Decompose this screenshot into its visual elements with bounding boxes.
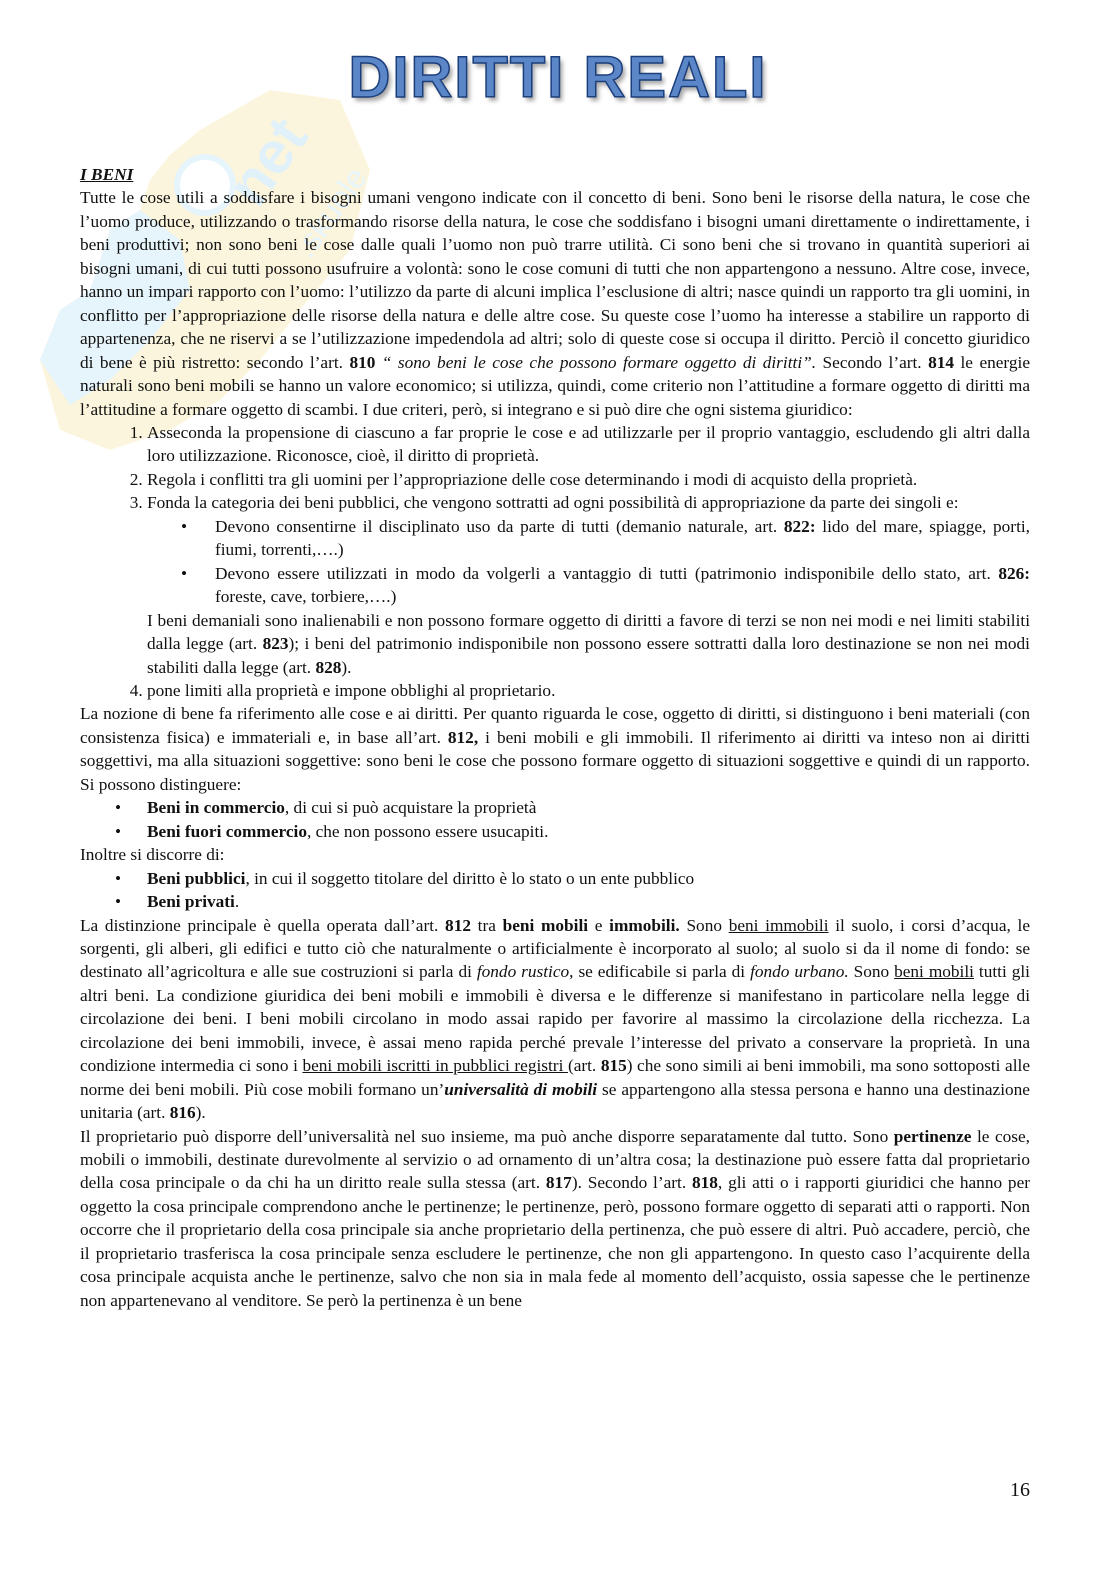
section-heading: I BENI: [80, 165, 134, 184]
list-item: 3. Fonda la categoria dei beni pubblici, che vengono sottratti ad ogni possibilità di appropriazione da parte dei singoli e: • Devono consentirne il disciplinato uso da parte di tutti (demanio naturale, art. 822: lido del mare, spiagge, porti, fiumi, torrenti,….) • Devono essere utilizzati in modo da volgerli a vantaggio di tutti (patrimonio indisponibile dello stato, art. 826: foreste, cave, torbiere,….) I beni demaniali sono inalienabili e non possono formare oggetto di diritti a favore di terzi se non nei modi e nei limiti stabiliti dalla legge (art. 823); i beni del patrimonio indisponibile non possono essere sottratti dalla loro destinazione se non nei modi stabiliti dalla legge (art. 828).: [147, 491, 1030, 679]
bullet-item: • Beni fuori commercio, che non possono essere usucapiti.: [147, 820, 1030, 843]
page-number: 16: [1010, 1479, 1030, 1501]
numbered-list: [80, 421, 1030, 702]
bullet-item: • Beni privati.: [147, 890, 1030, 913]
paragraph-3: Inoltre si discorre di:: [80, 845, 225, 865]
list-note: I beni demaniali sono inalienabili e non possono formare oggetto di diritti a favore di terzi se non nei modi e nei limiti stabiliti dalla legge (art. 823); i beni del patrimonio indisponibile non possono essere sottratti dalla loro destinazione se non nei modi stabiliti dalla legge (art. 828).: [147, 610, 1030, 677]
sub-list: [147, 515, 1030, 609]
document-body: [80, 163, 1030, 1312]
sub-list-item: • Devono essere utilizzati in modo da volgerli a vantaggio di tutti (patrimonio indisponibile dello stato, art. 826: foreste, cave, torbiere,….): [215, 562, 1030, 609]
bullet-list-1: [80, 796, 1030, 843]
paragraph-5: Il proprietario può disporre dell’universalità nel suo insieme, ma può anche disporre separatamente dal tutto. Sono pertinenze le cose, mobili o immobili, destinate durevolmente al servizio o ad ornamento di un’altra cosa; la destinazione può essere fatta dal proprietario della cosa principale o da chi ha un diritto reale sulla stessa (art. 817). Secondo l’art. 818, gli atti o i rapporti giuridici che hanno per oggetto la cosa principale comprendono anche le pertinenze; le pertinenze, però, possono formare oggetto di separati atti o rapporti. Non occorre che il proprietario della cosa principale sia anche proprietario della pertinenza, che può essere di altri. Può accadere, perciò, che il proprietario trasferisca la cosa principale senza escludere le pertinenze, che non gli appartengono. In questo caso l’acquirente della cosa principale acquista anche le pertinenze, salvo che non sia in mala fede al momento dell’acquisto, ossia sapesse che le pertinenze non appartenevano al venditore. Se però la pertinenza è un bene: [80, 1126, 1031, 1310]
list-item: 4. pone limiti alla proprietà e impone obblighi al proprietario.: [147, 679, 1030, 702]
list-item: 1. Asseconda la propensione di ciascuno a far proprie le cose e ad utilizzarle per il proprio vantaggio, escludendo gli altri dalla loro utilizzazione. Riconosce, cioè, il diritto di proprietà.: [147, 421, 1030, 468]
bullet-list-2: [80, 867, 1030, 914]
paragraph-1: Tutte le cose utili a soddisfare i bisogni umani vengono indicate con il concetto di beni. Sono beni le risorse della natura, le cose che l’uomo produce, utilizzando o trasformando risorse della natura, le cose che soddisfano i bisogni umani direttamente o indirettamente, i beni produttivi; non sono beni le cose dalle quali l’uomo non può trarre utilità. Ci sono beni che si trovano in quantità superiori ai bisogni umani, di cui tutti possono usufruire a volontà: sono le cose comuni di tutti che non appartengono a nessuno. Altre cose, invece, hanno un impari rapporto con l’uomo: l’utilizzo da parte di alcuni implica l’esclusione di altri; nasce quindi un rapporto tra gli uomini, in conflitto per l’appropriazione delle risorse della natura e delle altre cose. Su queste cose l’uomo ha interesse a stabilire un rapporto di appartenenza, che ne riservi a se l’utilizzazione impedendola ad altri; solo di queste cose si occupa il diritto. Perciò il concetto giuridico di bene è più ristretto: secondo l’art. 810 “ sono beni le cose che possono formare oggetto di diritti”. Secondo l’art. 814 le energie naturali sono beni mobili se hanno un valore economico; si utilizza, quindi, come criterio non l’attitudine a formare oggetto di diritti ma l’attitudine a formare oggetto di scambi. I due criteri, però, si integrano e si può dire che ogni sistema giuridico:: [80, 188, 1030, 419]
paragraph-4: La distinzione principale è quella operata dall’art. 812 tra beni mobili e immobili. Sono beni immobili il suolo, i corsi d’acqua, le sorgenti, gli alberi, gli edifici e tutto ciò che naturalmente o artificialmente è incorporato al suolo; al suolo si da il nome di fondo: se destinato all’agricoltura e alle sue costruzioni si parla di fondo rustico, se edificabile si parla di fondo urbano. Sono beni mobili tutti gli altri beni. La condizione giuridica dei beni mobili e immobili è diversa e le differenze si manifestano in particolare nella legge di circolazione dei beni. I beni mobili circolano in modo assai rapido per favorire al massimo la circolazione della ricchezza. La circolazione dei beni immobili, invece, è assai meno rapida perché prevale l’interesse del privato a conservare la proprietà. In una condizione intermedia ci sono i beni mobili iscritti in pubblici registri (art. 815) che sono simili ai beni immobili, ma sono sottoposti alle norme dei beni mobili. Più cose mobili formano un’universalità di mobili se appartengono alla stessa persona e hanno una destinazione unitaria (art. 816).: [80, 915, 1030, 1123]
sub-list-item: • Devono consentirne il disciplinato uso da parte di tutti (demanio naturale, art. 822: lido del mare, spiagge, porti, fiumi, torrenti,….): [215, 515, 1030, 562]
svg-text:.skuole: .skuole: [286, 160, 374, 265]
page-title: DIRITTI REALI: [348, 45, 768, 110]
svg-text:net: net: [213, 105, 321, 218]
bullet-item: • Beni pubblici, in cui il soggetto titolare del diritto è lo stato o un ente pubblico: [147, 867, 1030, 890]
list-item: 2. Regola i conflitti tra gli uomini per l’appropriazione delle cose determinando i modi di acquisto della proprietà.: [147, 468, 1030, 491]
paragraph-2: La nozione di bene fa riferimento alle cose e ai diritti. Per quanto riguarda le cose, oggetto di diritti, si distinguono i beni materiali (con consistenza fisica) e immateriali e, in base all’art. 812, i beni mobili e gli immobili. Il riferimento ai diritti va inteso non ai diritti soggettivi, ma alla situazioni soggettive: sono beni le cose che possono formare oggetto di situazioni soggettive e quindi di un rapporto. Si possono distinguere:: [80, 704, 1030, 794]
bullet-item: • Beni in commercio, di cui si può acquistare la proprietà: [147, 796, 1030, 819]
